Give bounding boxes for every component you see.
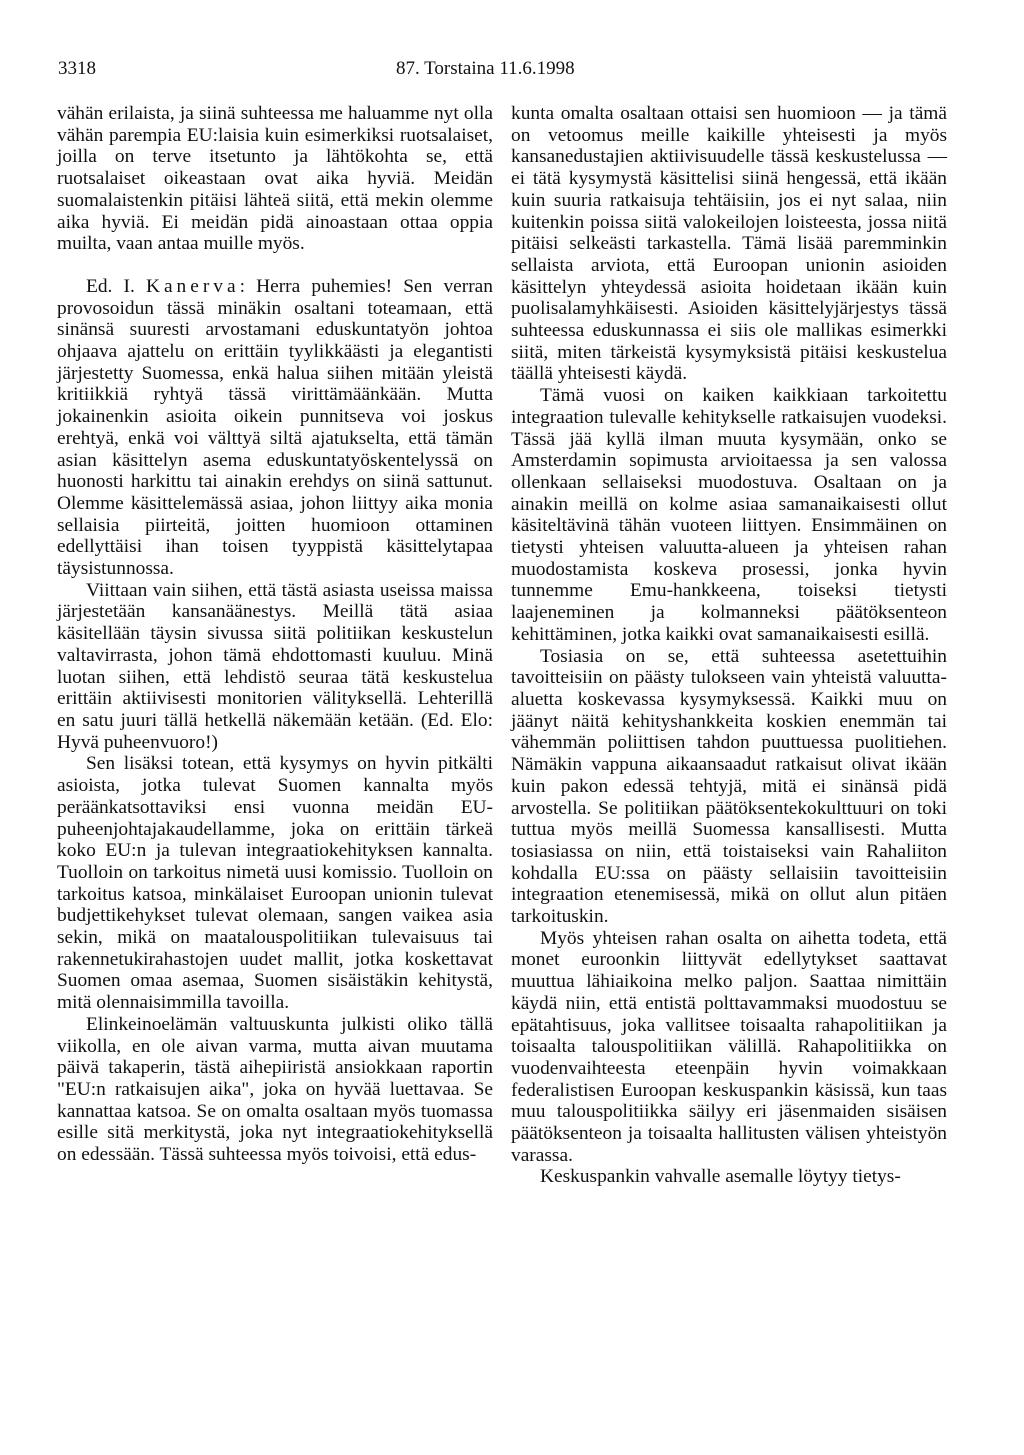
paragraph: Myös yhteisen rahan osalta on aihetta todeta, että monet euroonkin liittyvät edellytykset saattavat muuttua lähiaikoina melko paljon. Saattaa nimittäin käydä niin, että entistä polttavammaksi muodostuu se epätahtisuus, joka vallitsee toisaalta rahapolitiikan ja toisaalta talouspolitiikan välillä. Rahapolitiikka on vuodenvaihteesta eteenpäin hyvin voimakkaan federalistisen Euroopan keskuspankin käsissä, kun taas muu talouspolitiikka säilyy eri jäsenmaiden sisäisen päätöksenteon ja toisaalta hallitusten välisen yhteistyön varassa. (511, 927, 947, 1166)
paragraph: Sen lisäksi totean, että kysymys on hyvin pitkälti asioista, jotka tulevat Suomen kannalta myös peräänkatsottaviksi ensi vuonna meidän EU-puheenjohtajakaudellamme, joka on erittäin tärkeä koko EU:n ja tulevan integraatiokehityksen kannalta. Tuolloin on tarkoitus nimetä uusi komissio. Tuolloin on tarkoitus katsoa, minkälaiset Euroopan unionin tulevat budjettikehykset tulevat olemaan, sangen vaikea asia sekin, mikä on maatalouspolitiikan tulevaisuus tai rakennetukirahastojen uudet mallit, jotka koskettavat Suomen omaa asemaa, Suomen sisäistäkin kehitystä, mitä olennaisimmilla tavoilla. (57, 753, 493, 1014)
speaker-prefix: Ed. I. (86, 275, 146, 297)
session-date: 87. Torstaina 11.6.1998 (396, 58, 575, 79)
paragraph: Tämä vuosi on kaiken kaikkiaan tarkoitettu integraation tulevalle kehitykselle ratkaisujen vuodeksi. Tässä jää kyllä ilman muuta kysymään, onko se Amsterdamin sopimusta arvioitaessa ja sen valossa ollenkaan sellaiseksi muodostuva. Osaltaan on ja ainakin meillä on kolme asiaa samanaikaisesti ollut käsiteltävinä tähän vuoteen liittyen. Ensimmäinen on tietysti yhteisen valuutta-alueen ja yhteisen rahan muodostamista koskeva prosessi, jonka hyvin tunnemme Emu-hankkeena, toiseksi tietysti laajeneminen ja kolmanneksi päätöksenteon kehittäminen, jotka kaikki ovat samanaikaisesti esillä. (511, 385, 947, 645)
paragraph: Keskuspankin vahvalle asemalle löytyy tietys- (540, 1166, 901, 1188)
left-column (57, 103, 493, 1166)
paragraph: kunta omalta osaltaan ottaisi sen huomioon — ja tämä on vetoomus meille kaikille yhteisesti ja myös kansanedustajien aktiivisuudelle tässä keskustelussa — ei tätä kysymystä käsittelisi siinä hengessä, että ikään kuin suuria ratkaisuja tehtäisiin, jos ei nyt salaa, niin kuitenkin poissa siitä valokeilojen loisteesta, jossa niitä pitäisi selkeästi tarkastella. Tämä lisää paremminkin sellaista arviota, että Euroopan unionin asioiden käsittelyn yhteydessä asioita hoidetaan ikään kuin puolisalamyhkäisesti. Asioiden käsittelyjärjestys tässä suhteessa eduskunnassa ei siis ole mallikas esimerkki siitä, miten tärkeistä kysymyksistä pitäisi keskustelua täällä yhteisesti käydä. (511, 103, 947, 385)
speaker-name: Kanerva (145, 275, 240, 297)
right-column (511, 103, 947, 1188)
page-header (58, 58, 964, 88)
page-number: 3318 (58, 58, 96, 79)
paragraph: vähän erilaista, ja siinä suhteessa me haluamme nyt olla vähän parempia EU:laisia kuin esimerkiksi ruotsalaiset, joilla on terve itsetunto ja lähtökohta se, että ruotsalaiset oikeastaan ovat aika hyviä. Meidän suomalaistenkin pitäisi lähteä siitä, että mekin olemme aika hyviä. Ei meidän pidä ainoastaan ottaa oppia muilta, vaan antaa muille myös. (57, 103, 493, 255)
paragraph: Elinkeinoelämän valtuuskunta julkisti oliko tällä viikolla, en ole aivan varma, mutta aivan muutama päivä takaperin, tästä aihepiiristä ansiokkaan raportin "EU:n ratkaisujen aika", joka on hyvää luettavaa. Se kannattaa katsoa. Se on omalta osaltaan myös tuomassa esille sitä merkitystä, joka nyt integraatiokehityksellä on edessään. Tässä suhteessa myös toivoisi, että edus- (57, 1013, 493, 1166)
speaker-paragraph (57, 276, 493, 580)
paragraph: Tosiasia on se, että suhteessa asetettuihin tavoitteisiin on päästy tulokseen vain yhteistä valuutta-aluetta koskevassa kysymyksessä. Kaikki muu on jäänyt näitä kehityshankkeita koskien enemmän tai vähemmän poliittisen tahdon puuttuessa puolitiehen. Nämäkin vappuna aikaansaadut ratkaisut olivat ikään kuin pakon edessä tehtyjä, mitä ei sinänsä pidä arvostella. Se politiikan päätöksentekokulttuuri on toki tuttua myös meillä Suomessa kansallisesti. Mutta tosiasiassa on niin, että toistaiseksi vain Rahaliiton kohdalla EU:ssa on päästy sellaisiin tavoitteisiin integraation etenemisessä, mikä on ollut alun pitäen tarkoituskin. (511, 645, 947, 928)
speech-text: : Herra puhemies! Sen verran provosoidun tässä minäkin osaltani toteamaan, että sinänsä suuresti arvostamani eduskuntatyön johtoa ohjaava ajattelu on erittäin tyylikkäästi ja elegantisti järjestetty Suomessa, enkä halua siihen mitään yleistä kritiikkiä ryhtyä tässä virittämäänkään. Mutta jokainenkin asioita oikein punnitseva voi joskus erehtyä, enkä voi välttyä siltä ajatukselta, että tämän asian käsittelyn asema eduskuntatyöskentelyssä on huonosti harkittu tai ainakin erehdys on siinä sattunut. Olemme käsittelemässä asiaa, johon liittyy aika monia sellaisia piirteitä, joitten huomioon ottaminen edellyttäisi ihan toisen tyyppistä käsittelytapaa täysistunnossa. (57, 275, 493, 580)
paragraph: Viittaan vain siihen, että tästä asiasta useissa maissa järjestetään kansanäänestys. Meillä tätä asiaa käsitellään täysin sivussa siitä politiikan keskustelun valtavirrasta, johon tämä ehdottomasti kuuluu. Minä luotan siihen, että lehdistö seuraa tätä keskustelua erittäin aktiivisesti monitorien välityksellä. Lehterillä en satu juuri tällä hetkellä näkemään ketään. (Ed. Elo: Hyvä puheenvuoro!) (57, 579, 493, 753)
